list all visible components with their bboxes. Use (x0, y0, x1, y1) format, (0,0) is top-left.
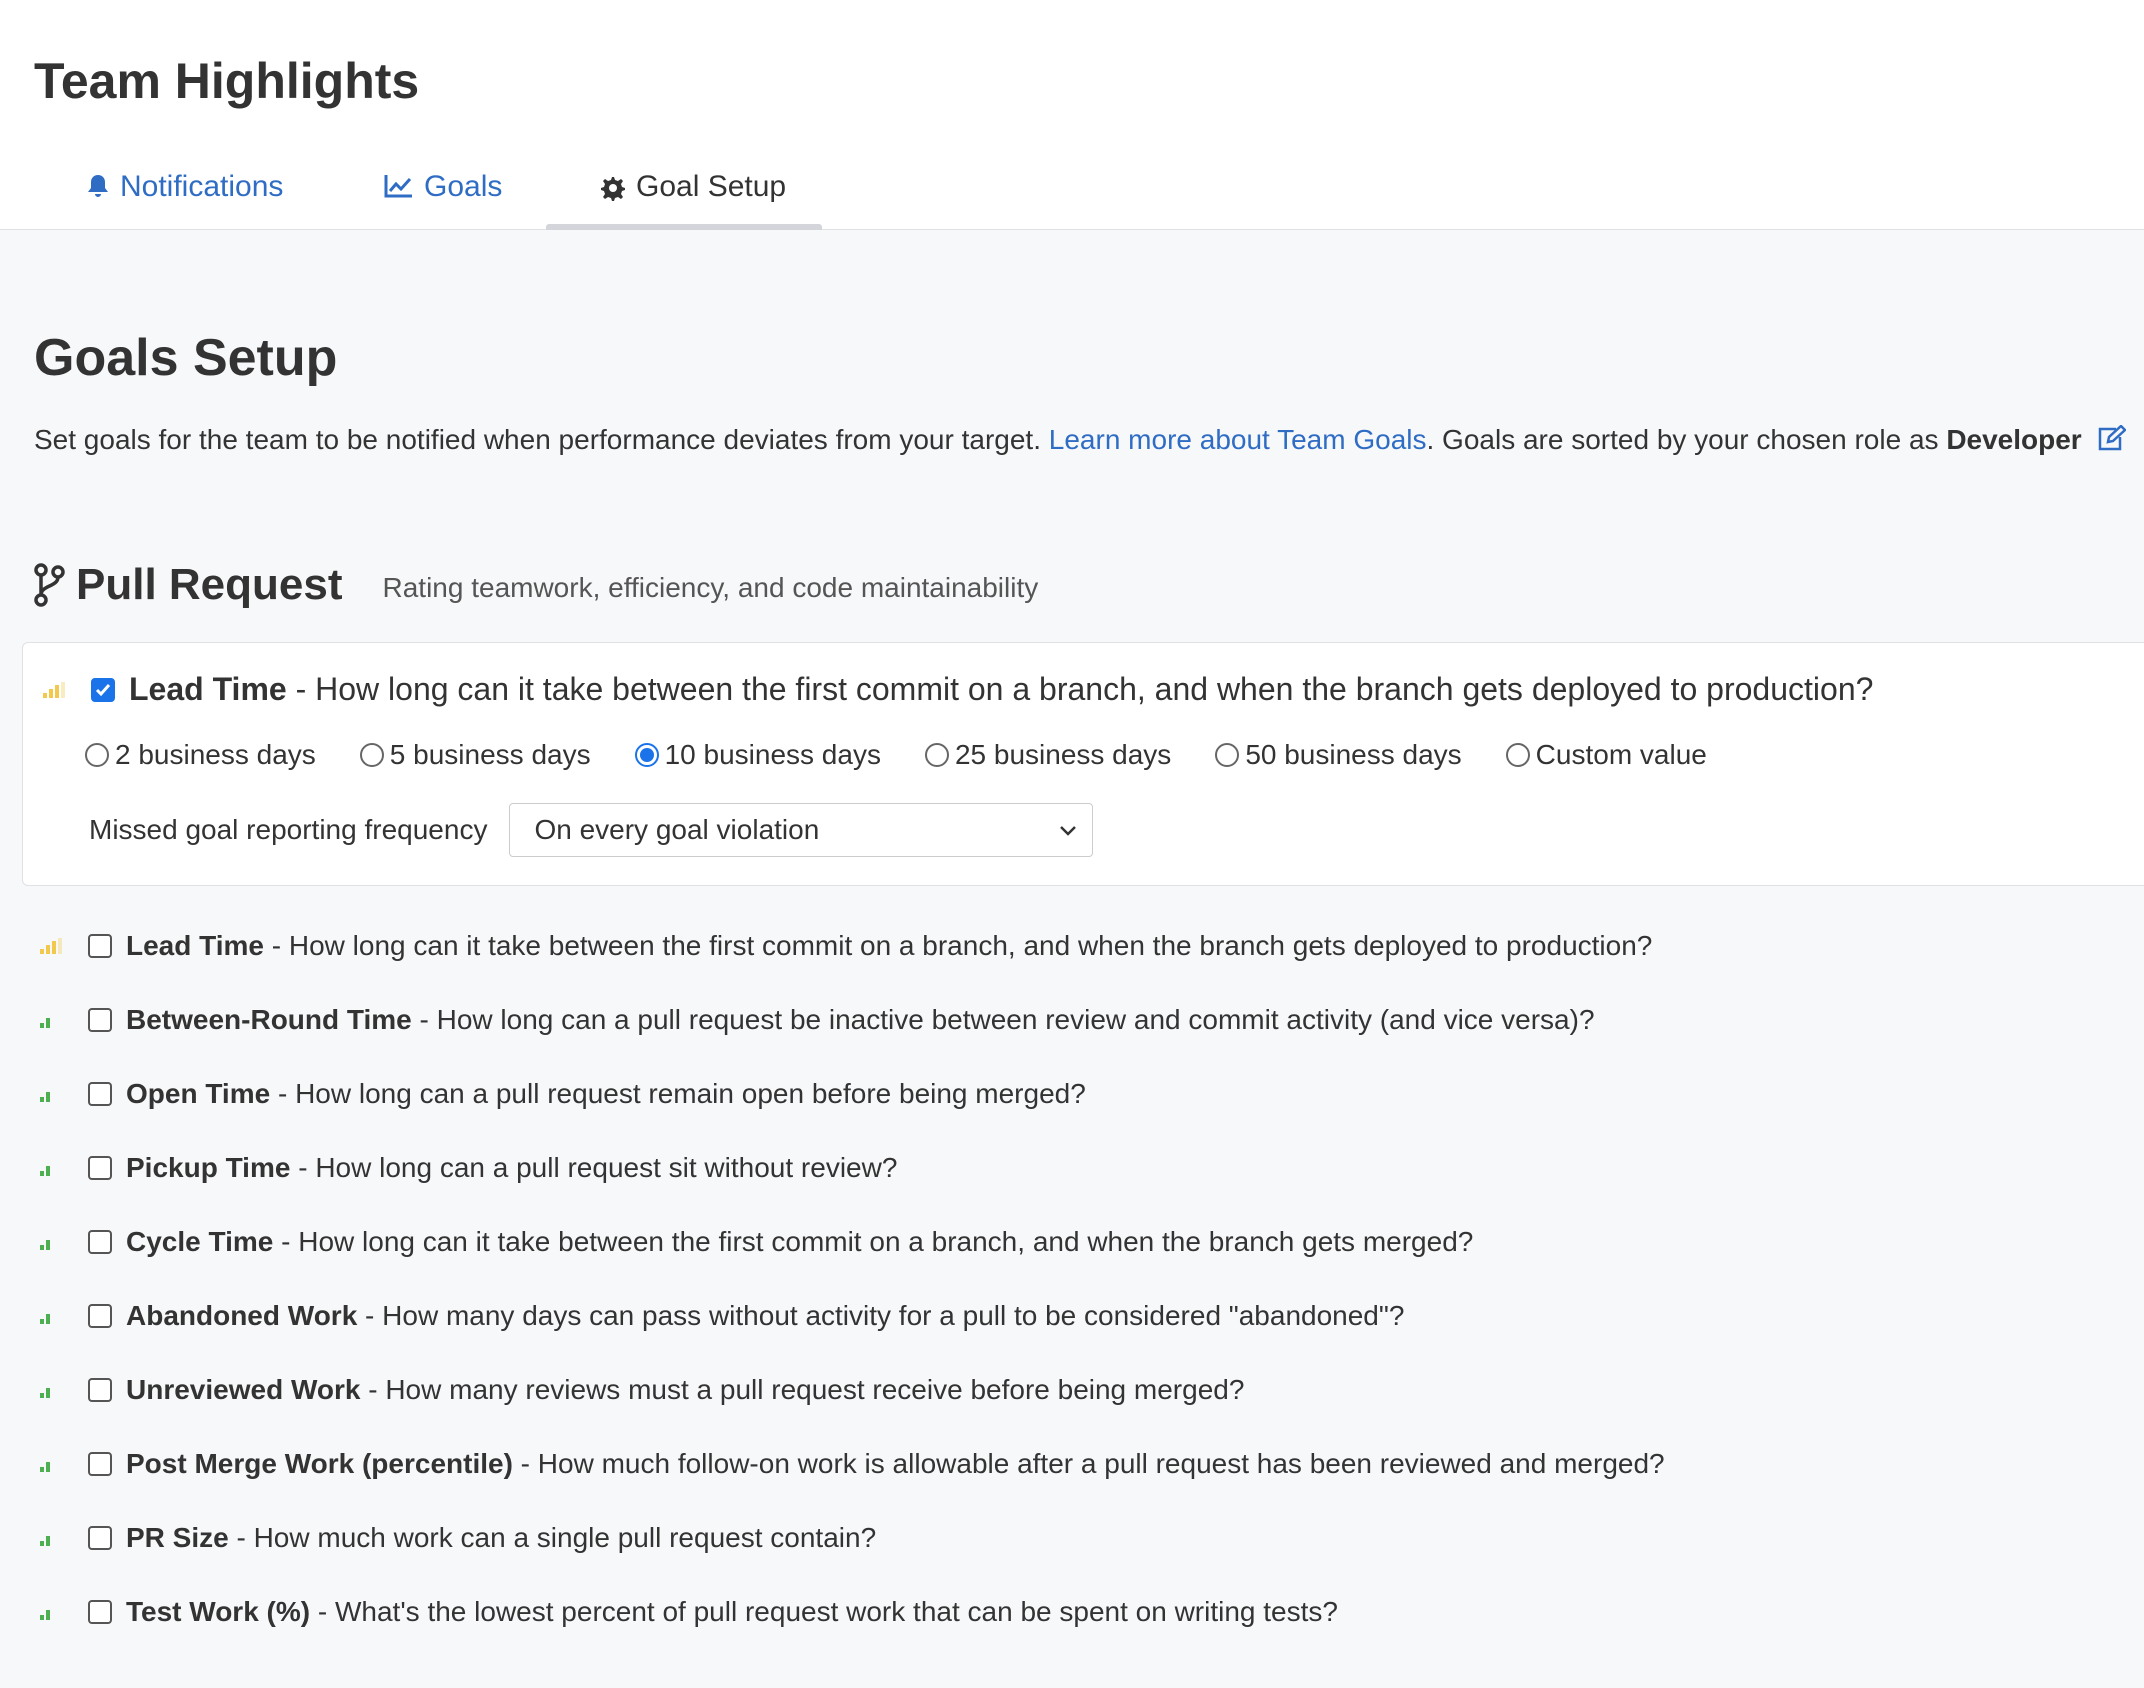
goal-label (126, 1300, 1404, 1332)
goal-row (40, 1074, 1086, 1114)
goal-checkbox[interactable] (88, 1082, 112, 1106)
goal-checkbox[interactable] (88, 1600, 112, 1624)
radio-option[interactable] (635, 739, 881, 771)
goal-row (40, 1518, 876, 1558)
radio-button[interactable] (1506, 743, 1530, 767)
level-indicator-icon (40, 1456, 64, 1472)
level-indicator-icon (40, 1012, 64, 1028)
group-subtitle: Rating teamwork, efficiency, and code maintainability (382, 572, 1039, 603)
goal-description: - What's the lowest percent of pull request work that can be spent on writing tests? (310, 1596, 1338, 1627)
radio-option[interactable] (85, 739, 316, 771)
radio-button[interactable] (1215, 743, 1239, 767)
tab-label: Notifications (120, 170, 284, 203)
radio-label: 2 business days (115, 739, 316, 770)
goal-description: - How many reviews must a pull request receive before being merged? (360, 1374, 1245, 1405)
goal-label (126, 1078, 1086, 1110)
tab-label: Goals (424, 170, 503, 203)
goal-checkbox[interactable] (88, 1008, 112, 1032)
goal-name: Test Work (%) (126, 1596, 311, 1627)
page-title: Goals Setup (34, 329, 338, 387)
level-indicator-icon (40, 1308, 64, 1324)
level-indicator-icon (43, 682, 67, 698)
goal-name: Between-Round Time (126, 1004, 412, 1035)
radio-option[interactable] (1506, 739, 1707, 771)
goal-row (40, 1370, 1244, 1410)
level-indicator-icon (40, 1530, 64, 1546)
goal-checkbox[interactable] (88, 1526, 112, 1550)
frequency-value: On every goal violation (534, 814, 820, 845)
goal-row (40, 1444, 1665, 1484)
goal-label (126, 1152, 897, 1184)
app-title: Team Highlights (34, 53, 420, 109)
goal-label (126, 1004, 1595, 1036)
radio-option[interactable] (1215, 739, 1461, 771)
level-indicator-icon (40, 1604, 64, 1620)
goal-checkbox[interactable] (88, 1452, 112, 1476)
bell-icon (86, 173, 110, 199)
frequency-row (89, 803, 1093, 857)
goal-description: - How long can it take between the first commit on a branch, and when the branch gets merged? (273, 1226, 1474, 1257)
goal-label (126, 1596, 1338, 1628)
goal-description: - How many days can pass without activity for a pull to be considered "abandoned"? (357, 1300, 1405, 1331)
goal-name: Lead Time (129, 671, 287, 707)
goal-description: - How much work can a single pull request contain? (228, 1522, 877, 1553)
goal-description: - How much follow-on work is allowable after a pull request has been reviewed and merged? (512, 1448, 1665, 1479)
radio-label: 25 business days (954, 739, 1172, 770)
intro-part-1: Set goals for the team to be notified when performance deviates from your target. (34, 424, 1049, 455)
active-tab-indicator (546, 224, 822, 230)
goal-row (40, 1222, 1473, 1262)
radio-button[interactable] (925, 743, 949, 767)
intro-text (34, 424, 2126, 460)
goal-name: PR Size (126, 1522, 229, 1553)
chart-line-icon (384, 173, 414, 199)
goal-description: - How long can it take between the first commit on a branch, and when the branch gets deployed to production? (286, 671, 1874, 707)
goal-description: - How long can a pull request be inactive between review and commit activity (and vice versa)? (411, 1004, 1595, 1035)
goal-label (126, 930, 1652, 962)
goal-checkbox[interactable] (88, 1230, 112, 1254)
radio-option[interactable] (925, 739, 1171, 771)
goal-label (126, 1448, 1665, 1480)
learn-more-link[interactable]: Learn more about Team Goals (1048, 424, 1427, 455)
header (0, 0, 2144, 230)
frequency-select[interactable] (509, 803, 1093, 857)
goal-label (126, 1522, 876, 1554)
tab-label: Goal Setup (636, 170, 787, 203)
goal-description: - How long can a pull request remain open before being merged? (270, 1078, 1086, 1109)
level-indicator-icon (40, 938, 64, 954)
goal-description: - How long can a pull request sit without review? (290, 1152, 898, 1183)
level-indicator-icon (40, 1382, 64, 1398)
tab-notifications[interactable] (86, 150, 283, 230)
goal-name: Open Time (126, 1078, 271, 1109)
radio-option[interactable] (360, 739, 591, 771)
goal-name: Cycle Time (126, 1226, 274, 1257)
goal-checkbox[interactable] (88, 1304, 112, 1328)
goal-row (40, 926, 1652, 966)
git-branch-icon (32, 562, 66, 608)
goal-name: Lead Time (126, 930, 264, 961)
goal-label (129, 671, 1873, 708)
goal-checkbox[interactable] (88, 1156, 112, 1180)
edit-role-icon[interactable] (2096, 425, 2126, 460)
radio-button[interactable] (85, 743, 109, 767)
chevron-down-icon (1058, 823, 1078, 837)
goal-name: Pickup Time (126, 1152, 291, 1183)
expanded-goal-card (22, 642, 2144, 886)
goal-row (40, 1148, 897, 1188)
group-header (32, 560, 1038, 610)
radio-label: 10 business days (664, 739, 881, 770)
intro-part-2: . Goals are sorted by your chosen role as (1426, 424, 1947, 455)
goal-checkbox[interactable] (88, 1378, 112, 1402)
radio-button[interactable] (635, 743, 659, 767)
radio-label: Custom value (1535, 739, 1707, 770)
goal-name: Abandoned Work (126, 1300, 358, 1331)
frequency-label: Missed goal reporting frequency (89, 814, 488, 845)
radio-label: 50 business days (1245, 739, 1462, 770)
gear-icon (598, 173, 626, 201)
goal-checkbox[interactable] (91, 678, 115, 702)
goal-description: - How long can it take between the first commit on a branch, and when the branch gets deployed to production? (263, 930, 1653, 961)
level-indicator-icon (40, 1234, 64, 1250)
goal-label (126, 1374, 1244, 1406)
radio-button[interactable] (360, 743, 384, 767)
radio-label: 5 business days (389, 739, 591, 770)
goal-label (126, 1226, 1473, 1258)
target-options (85, 739, 1751, 771)
level-indicator-icon (40, 1086, 64, 1102)
tab-goal-setup[interactable] (598, 150, 786, 230)
role-name: Developer (1946, 424, 2082, 455)
goal-name: Post Merge Work (percentile) (126, 1448, 513, 1479)
goal-row (40, 1000, 1595, 1040)
goal-name: Unreviewed Work (126, 1374, 361, 1405)
tab-goals[interactable] (384, 150, 502, 230)
group-title: Pull Request (76, 560, 343, 609)
goal-row (40, 1592, 1338, 1632)
goal-checkbox[interactable] (88, 934, 112, 958)
level-indicator-icon (40, 1160, 64, 1176)
goal-row (40, 1296, 1404, 1336)
